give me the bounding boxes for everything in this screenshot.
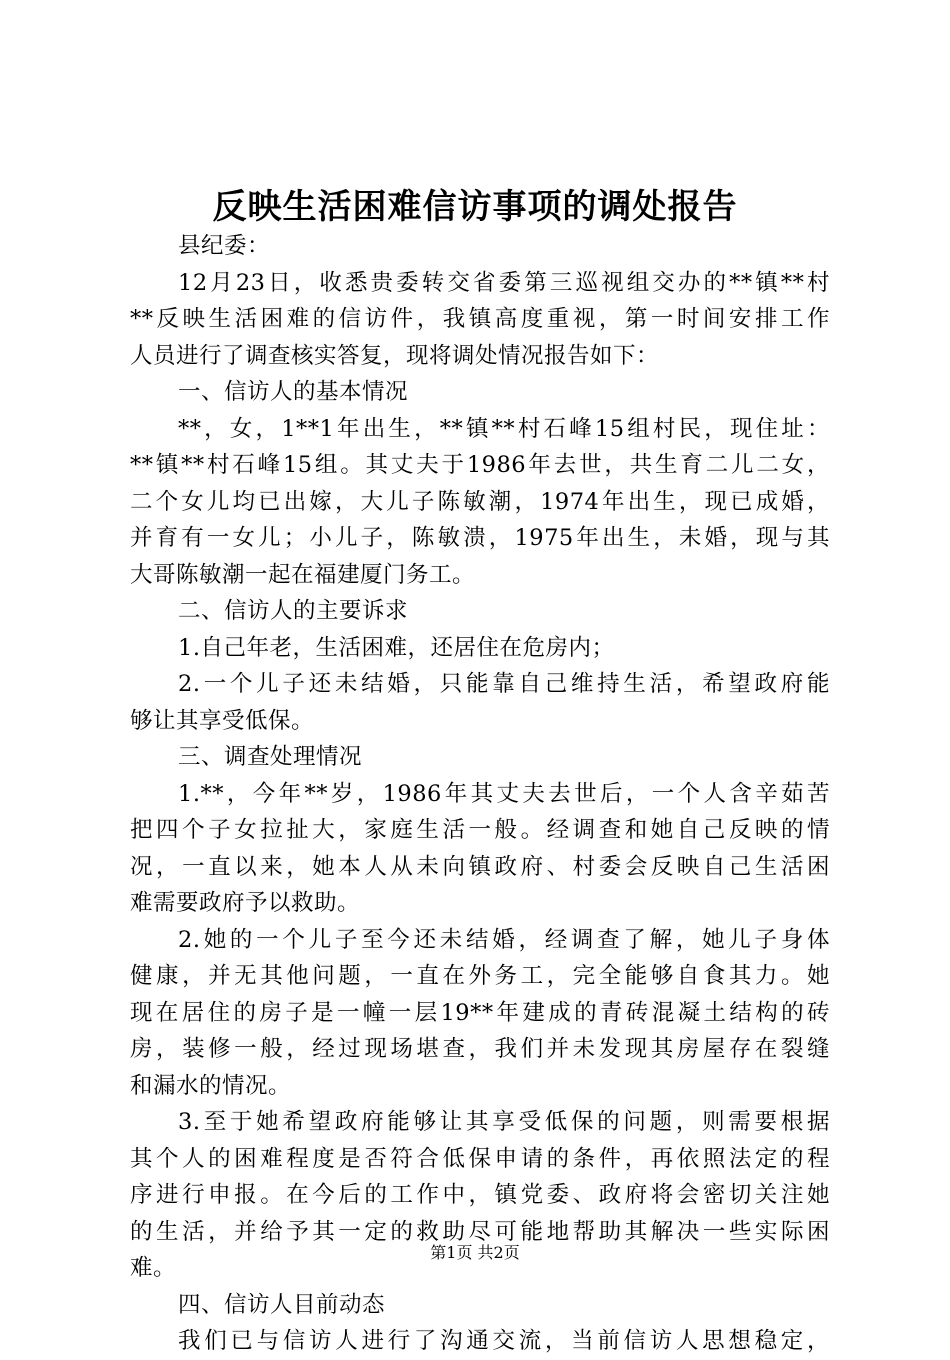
body-line: 县纪委：: [178, 233, 271, 259]
body-line: 的生活，并给予其一定的救助尽可能地帮助其解决一些实际困: [130, 1218, 830, 1245]
body-line: 1.**，今年**岁，1986年其丈夫去世后，一个人含辛茹苦: [178, 780, 830, 807]
body-line: 3.至于她希望政府能够让其享受低保的问题，则需要根据: [178, 1109, 830, 1135]
body-line: 四、信访人目前动态: [178, 1291, 386, 1318]
body-line: 况，一直以来，她本人从未向镇政府、村委会反映自己生活困: [130, 853, 830, 880]
body-line: 房，装修一般，经过现场堪查，我们并未发现其房屋存在裂缝: [130, 1036, 830, 1062]
body-line: 三、调查处理情况: [178, 744, 363, 770]
body-line: 人员进行了调查核实答复，现将调处情况报告如下：: [130, 342, 660, 369]
body-line: 12月23日，收悉贵委转交省委第三巡视组交办的**镇**村: [178, 269, 830, 296]
body-line: 现在居住的房子是一幢一层19**年建成的青砖混凝土结构的砖: [130, 999, 830, 1026]
body-line: 二、信访人的主要诉求: [178, 598, 409, 624]
body-line: 一、信访人的基本情况: [178, 379, 409, 405]
body-line: 大哥陈敏潮一起在福建厦门务工。: [130, 561, 476, 588]
body-line: 其个人的困难程度是否符合低保申请的条件，再依照法定的程: [130, 1145, 830, 1172]
body-line: 2.一个儿子还未结婚，只能靠自己维持生活，希望政府能: [178, 671, 830, 697]
body-line: **，女，1**1年出生，**镇**村石峰15组村民，现住址：: [178, 415, 830, 442]
body-line: 二个女儿均已出嫁，大儿子陈敏潮，1974年出生，现已成婚，: [130, 488, 830, 515]
body-line: 把四个子女拉扯大，家庭生活一般。经调查和她自己反映的情: [130, 817, 830, 843]
body-line: 难需要政府予以救助。: [130, 890, 361, 916]
body-line: **反映生活困难的信访件，我镇高度重视，第一时间安排工作: [130, 306, 830, 332]
page-footer: 第1页 共2页: [430, 1243, 520, 1262]
body-line: **镇**村石峰15组。其丈夫于1986年去世，共生育二儿二女，: [130, 452, 830, 478]
body-line: 健康，并无其他问题，一直在外务工，完全能够自食其力。她: [130, 963, 830, 989]
body-line: 2.她的一个儿子至今还未结婚，经调查了解，她儿子身体: [178, 926, 830, 953]
body-line: 够让其享受低保。: [130, 707, 315, 734]
body-line: 我们已与信访人进行了沟通交流，当前信访人思想稳定，: [178, 1328, 830, 1354]
body-line: 难。: [130, 1255, 177, 1281]
document-body: [130, 228, 830, 1360]
body-line: 和漏水的情况。: [130, 1072, 292, 1099]
document-title: 反映生活困难信访事项的调处报告: [212, 187, 738, 227]
body-line: 序进行申报。在今后的工作中，镇党委、政府将会密切关注她: [130, 1182, 830, 1208]
body-line: 1.自己年老，生活困难，还居住在危房内；: [178, 634, 615, 661]
body-line: 并育有一女儿；小儿子，陈敏溃，1975年出生，未婚，现与其: [130, 525, 830, 551]
